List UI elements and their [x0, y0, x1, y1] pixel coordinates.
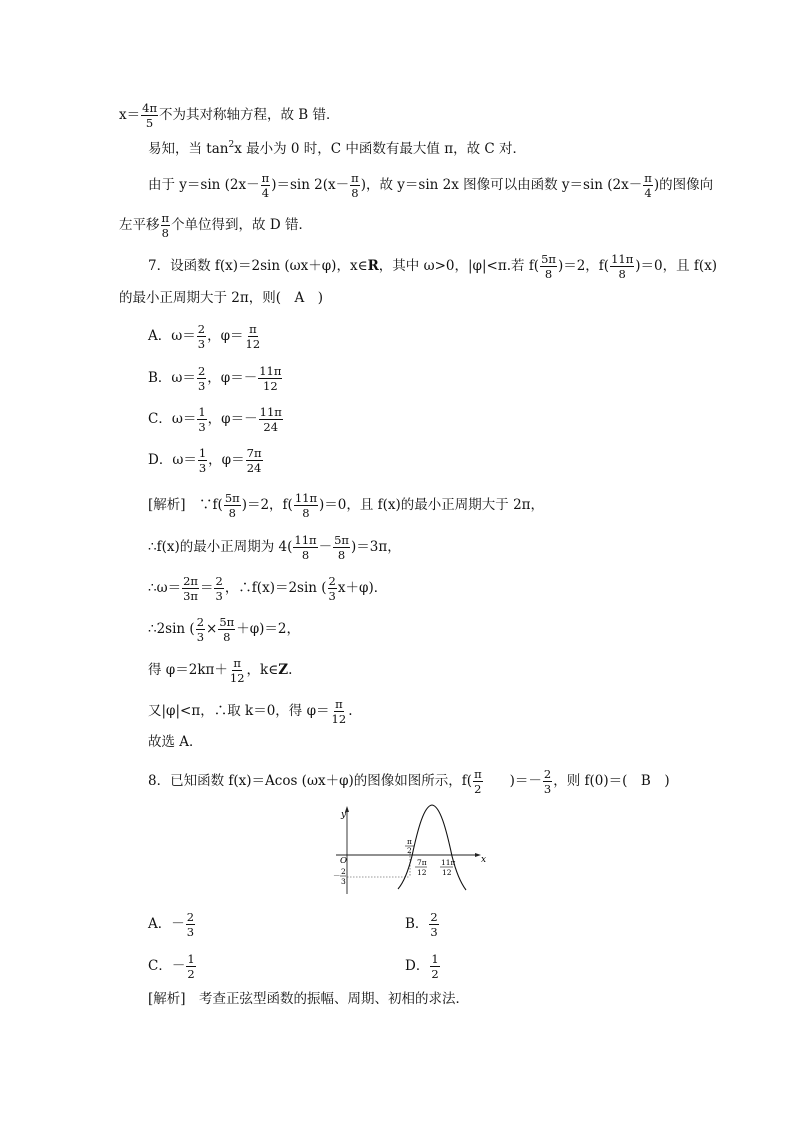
fraction [186, 911, 195, 938]
text: 由于 y＝sin (2x－ [148, 177, 260, 194]
numerator: 2 [430, 910, 438, 924]
denominator: 2 [187, 967, 195, 982]
text: C．－ [148, 958, 186, 975]
fraction [214, 575, 223, 602]
numerator: 2 [186, 910, 195, 924]
denominator: 3 [198, 420, 206, 435]
fraction [245, 323, 262, 350]
question-7-line-1 [148, 253, 717, 280]
numerator: 2 [197, 364, 206, 378]
fraction [293, 534, 317, 561]
text: － [318, 539, 333, 556]
denominator: 8 [618, 267, 626, 282]
denominator: 8 [337, 548, 346, 563]
text: )，故 y＝sin 2x 图像可以由函数 y＝sin (2x－ [360, 177, 643, 194]
fraction [610, 253, 634, 280]
denominator: 3 [430, 925, 438, 940]
text: ，其中 ω>0，|φ|<π.若 f( [378, 258, 540, 275]
numerator: 2 [328, 574, 336, 588]
numerator: π [351, 171, 359, 185]
numerator: 2 [215, 574, 223, 588]
numerator: 1 [187, 952, 195, 966]
tick-7pi-12-den: 12 [417, 868, 427, 877]
denominator: 8 [351, 186, 359, 201]
numerator: 11π [611, 252, 634, 266]
line-3 [148, 172, 713, 199]
denominator: 24 [263, 420, 279, 435]
numerator: 1 [198, 446, 207, 460]
denominator: 3 [186, 925, 195, 940]
denominator: 3 [215, 589, 223, 604]
denominator: 12 [263, 379, 278, 394]
numerator: 1 [431, 952, 439, 966]
numerator: 5π [334, 533, 349, 547]
fraction [540, 253, 557, 280]
tick-pi-2-den: 2 [407, 846, 412, 855]
denominator: 2 [474, 782, 482, 797]
text: )＝0，且 f(x)的最小正周期大于 2π， [319, 497, 545, 514]
denominator: 3 [328, 589, 336, 604]
fraction [261, 172, 271, 199]
text: 不为其对称轴方程，故 B 错． [159, 107, 340, 124]
text: )的图像向 [653, 177, 714, 194]
denominator: 8 [544, 267, 553, 282]
text: ，∴f(x)＝2sin ( [224, 580, 327, 597]
numerator: 4π [142, 101, 157, 115]
fraction [141, 102, 158, 129]
text: ，k∈ [246, 662, 279, 679]
fraction [196, 616, 205, 643]
fraction [246, 447, 263, 474]
fraction [258, 365, 282, 392]
fraction [198, 447, 207, 474]
text: [解析] ∵f( [148, 497, 223, 514]
numerator: 5π [219, 615, 235, 629]
denominator: 8 [228, 506, 236, 521]
solution-7-line-2 [148, 534, 401, 561]
denominator: 24 [246, 461, 262, 476]
numerator: π [249, 322, 257, 336]
numerator: 11π [294, 533, 317, 547]
text: x＋φ)． [337, 580, 388, 597]
text: A．ω＝ [148, 328, 196, 345]
numerator: 2 [543, 767, 552, 781]
text: . [348, 703, 353, 720]
x-axis-label: x [481, 855, 487, 865]
text: x＝ [119, 107, 141, 124]
numerator: 2 [196, 615, 205, 629]
text: 7．设函数 f(x)＝2sin (ωx＋φ)，x∈ [148, 258, 368, 275]
solution-7-line-4 [148, 616, 300, 643]
tick-11pi-12-num: 11π [441, 858, 456, 867]
denominator: 3π [183, 589, 198, 604]
fraction [197, 406, 206, 433]
numerator: π [233, 656, 241, 670]
fraction [182, 575, 199, 602]
text: 的最小正周期大于 2π，则( A ) [119, 290, 324, 306]
y-axis-label: y [341, 810, 347, 820]
denominator: 3 [198, 461, 207, 476]
text: B． [405, 916, 429, 933]
solution-7-line-6 [148, 698, 352, 725]
solution-7-line-7 [148, 736, 203, 750]
fraction [197, 365, 206, 392]
solution-7-line-5 [148, 657, 292, 684]
text: . [288, 662, 293, 679]
numerator: 11π [294, 491, 318, 505]
text: 左平移 [119, 217, 160, 234]
text: × [206, 621, 218, 638]
denominator: 4 [261, 186, 270, 201]
fraction [161, 212, 171, 239]
option-8b [405, 911, 440, 938]
text: ，φ＝ [208, 452, 245, 469]
fraction [331, 698, 348, 725]
text: ∴2sin ( [148, 621, 195, 638]
numerator: 11π [259, 405, 282, 419]
fraction [328, 575, 337, 602]
fraction [643, 172, 653, 199]
set-symbol: Z [278, 662, 289, 679]
numerator: π [474, 767, 482, 781]
origin-label: O [340, 856, 347, 866]
set-symbol: R [367, 258, 379, 275]
ytick-minus: － [333, 871, 341, 880]
denominator: 8 [301, 548, 310, 563]
text: ∴ω＝ [148, 580, 182, 597]
text: 又|φ|<π，∴取 k＝0，得 φ＝ [148, 703, 330, 720]
line-4 [119, 212, 312, 239]
fraction [186, 953, 195, 980]
option-7c [148, 406, 284, 433]
text: C．ω＝ [148, 411, 197, 428]
denominator: 2 [431, 967, 439, 982]
text: ∴f(x)的最小正周期为 4( [148, 539, 293, 556]
text: ，φ＝ [207, 328, 244, 345]
fraction [430, 953, 439, 980]
fraction [429, 911, 438, 938]
fraction [229, 657, 246, 684]
solution-8 [148, 993, 469, 1007]
denominator: 4 [644, 186, 652, 201]
ytick-num: 2 [341, 867, 346, 876]
text: )＝sin 2(x－ [271, 177, 350, 194]
text: D． [405, 958, 430, 975]
fraction [259, 406, 283, 433]
denominator: 3 [543, 782, 552, 797]
option-8c [148, 953, 197, 980]
text: ，φ＝－ [207, 411, 258, 428]
text: 故选 A． [148, 734, 203, 750]
numerator: π [161, 211, 170, 225]
tick-11pi-12-den: 12 [442, 868, 452, 877]
tick-pi-2-num: π [407, 837, 412, 846]
fraction [543, 768, 552, 795]
ytick-den: 3 [341, 877, 346, 886]
text: )＝－ [509, 773, 542, 790]
text: ，φ＝－ [207, 370, 258, 387]
fraction [350, 172, 360, 199]
option-8d [405, 953, 441, 980]
text: ＝ [199, 580, 214, 597]
option-7a [148, 323, 262, 350]
text: A．－ [148, 916, 185, 933]
text: 易知，当 tan [148, 141, 229, 157]
solution-tag: [解析] [148, 991, 186, 1007]
denominator: 3 [197, 337, 206, 352]
text: x 最小为 0 时，C 中函数有最大值 π，故 C 对． [234, 141, 526, 157]
superscript: 2 [228, 140, 235, 150]
denominator: 5 [145, 116, 154, 131]
fraction [224, 492, 241, 519]
question-7-line-2 [119, 292, 323, 306]
text: )＝3π， [350, 539, 401, 556]
text: ，则 f(0)＝( B ) [553, 773, 670, 790]
option-7b [148, 365, 283, 392]
denominator: 12 [245, 337, 261, 352]
option-7d [148, 447, 264, 474]
text: 考查正弦型函数的振幅、周期、初相的求法． [185, 991, 470, 1007]
fraction [473, 768, 483, 795]
denominator: 8 [223, 630, 231, 645]
numerator: 7π [246, 446, 262, 460]
denominator: 8 [302, 506, 310, 521]
numerator: π [335, 697, 343, 711]
cosine-graph [328, 802, 490, 898]
text: )＝2，f( [241, 497, 293, 514]
fraction [197, 323, 206, 350]
numerator: 2 [197, 322, 206, 336]
text: ＋φ)＝2， [236, 621, 301, 638]
tick-7pi-12-num: 7π [417, 858, 427, 867]
text: 得 φ＝2kπ＋ [148, 662, 228, 679]
denominator: 3 [197, 379, 206, 394]
line-1 [119, 102, 340, 129]
solution-7-line-3 [148, 575, 387, 602]
option-8a [148, 911, 196, 938]
solution-7-line-1 [148, 492, 544, 519]
numerator: π [644, 171, 652, 185]
fraction [333, 534, 350, 561]
text: B．ω＝ [148, 370, 196, 387]
numerator: 5π [541, 252, 556, 266]
numerator: π [261, 171, 270, 185]
text: 个单位得到，故 D 错． [171, 217, 312, 234]
numerator: 5π [224, 491, 240, 505]
fraction [294, 492, 318, 519]
text: D．ω＝ [148, 452, 197, 469]
fraction [218, 616, 235, 643]
text: 8．已知函数 f(x)＝Acos (ωx＋φ)的图像如图所示，f( [148, 773, 473, 790]
text: )＝0，且 f(x) [635, 258, 718, 275]
numerator: 1 [198, 405, 206, 419]
text: )＝2，f( [557, 258, 610, 275]
question-8 [148, 768, 670, 795]
line-2 [148, 141, 526, 157]
numerator: 11π [259, 364, 282, 378]
denominator: 3 [196, 630, 205, 645]
denominator: 8 [161, 226, 169, 241]
numerator: 2π [183, 574, 198, 588]
denominator: 12 [229, 671, 245, 686]
denominator: 12 [331, 712, 347, 727]
